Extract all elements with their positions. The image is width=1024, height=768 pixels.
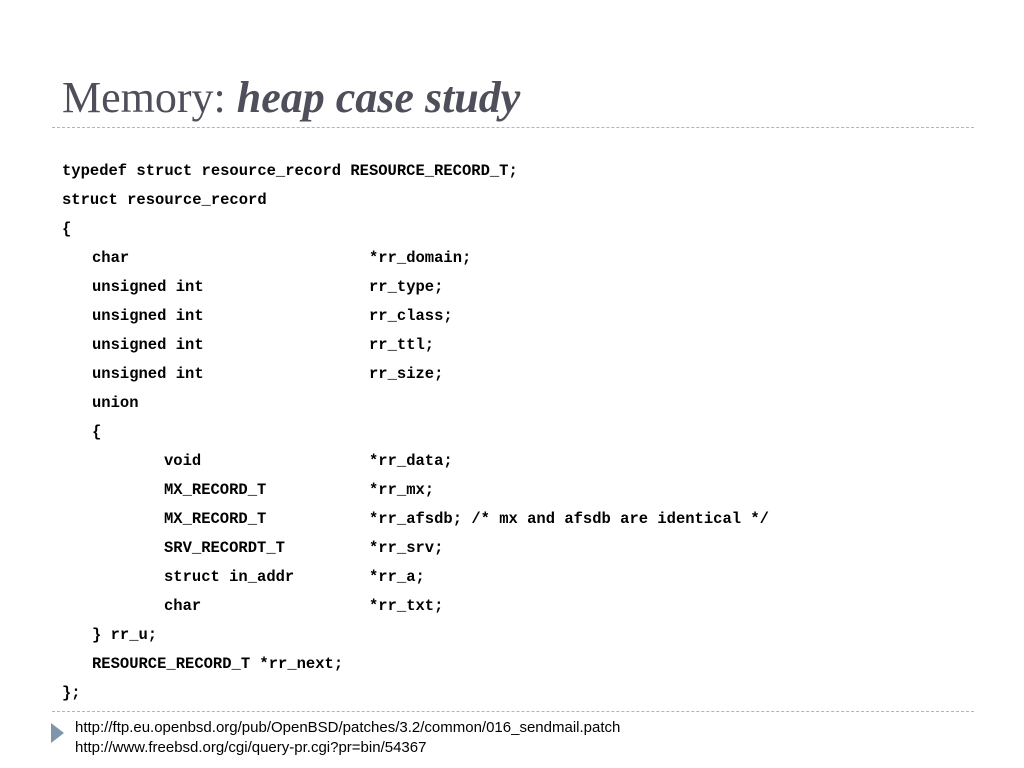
code-text: void bbox=[164, 452, 202, 470]
references bbox=[75, 718, 620, 758]
triangle-bullet-icon bbox=[51, 723, 64, 743]
code-text: union bbox=[92, 394, 139, 412]
code-member-name: *rr_afsdb; /* mx and afsdb are identical */ bbox=[369, 510, 769, 528]
code-member-name: *rr_srv; bbox=[369, 539, 444, 557]
code-member-name: *rr_domain; bbox=[369, 249, 472, 267]
code-member-name: *rr_data; bbox=[369, 452, 453, 470]
code-text: RESOURCE_RECORD_T *rr_next; bbox=[92, 655, 344, 673]
code-text: struct resource_record bbox=[62, 191, 267, 209]
code-text: { bbox=[62, 220, 72, 238]
code-text: unsigned int bbox=[92, 336, 204, 354]
reference-link-openbsd[interactable]: http://ftp.eu.openbsd.org/pub/OpenBSD/patches/3.2/common/016_sendmail.patch bbox=[75, 719, 621, 736]
title-emphasis: heap case study bbox=[236, 73, 521, 122]
code-member-name: rr_size; bbox=[369, 365, 444, 383]
code-text: unsigned int bbox=[92, 307, 204, 325]
code-text: } rr_u; bbox=[92, 626, 158, 644]
reference-link-freebsd[interactable]: http://www.freebsd.org/cgi/query-pr.cgi?pr=bin/54367 bbox=[75, 739, 427, 756]
code-text: struct in_addr bbox=[164, 568, 295, 586]
code-text: typedef struct resource_record RESOURCE_RECORD_T; bbox=[62, 162, 518, 180]
code-text: MX_RECORD_T bbox=[164, 510, 267, 528]
code-member-name: *rr_mx; bbox=[369, 481, 435, 499]
code-text: unsigned int bbox=[92, 278, 204, 296]
code-text: char bbox=[92, 249, 130, 267]
code-text: SRV_RECORDT_T bbox=[164, 539, 285, 557]
code-member-name: rr_ttl; bbox=[369, 336, 435, 354]
code-text: { bbox=[92, 423, 102, 441]
footer-divider bbox=[52, 711, 974, 712]
slide-title bbox=[62, 70, 520, 126]
code-text: char bbox=[164, 597, 202, 615]
title-divider bbox=[52, 127, 974, 128]
code-member-name: rr_type; bbox=[369, 278, 444, 296]
code-text: }; bbox=[62, 684, 81, 702]
code-member-name: *rr_a; bbox=[369, 568, 425, 586]
code-member-name: *rr_txt; bbox=[369, 597, 444, 615]
code-text: unsigned int bbox=[92, 365, 204, 383]
title-plain: Memory: bbox=[62, 73, 237, 122]
code-member-name: rr_class; bbox=[369, 307, 453, 325]
code-text: MX_RECORD_T bbox=[164, 481, 267, 499]
